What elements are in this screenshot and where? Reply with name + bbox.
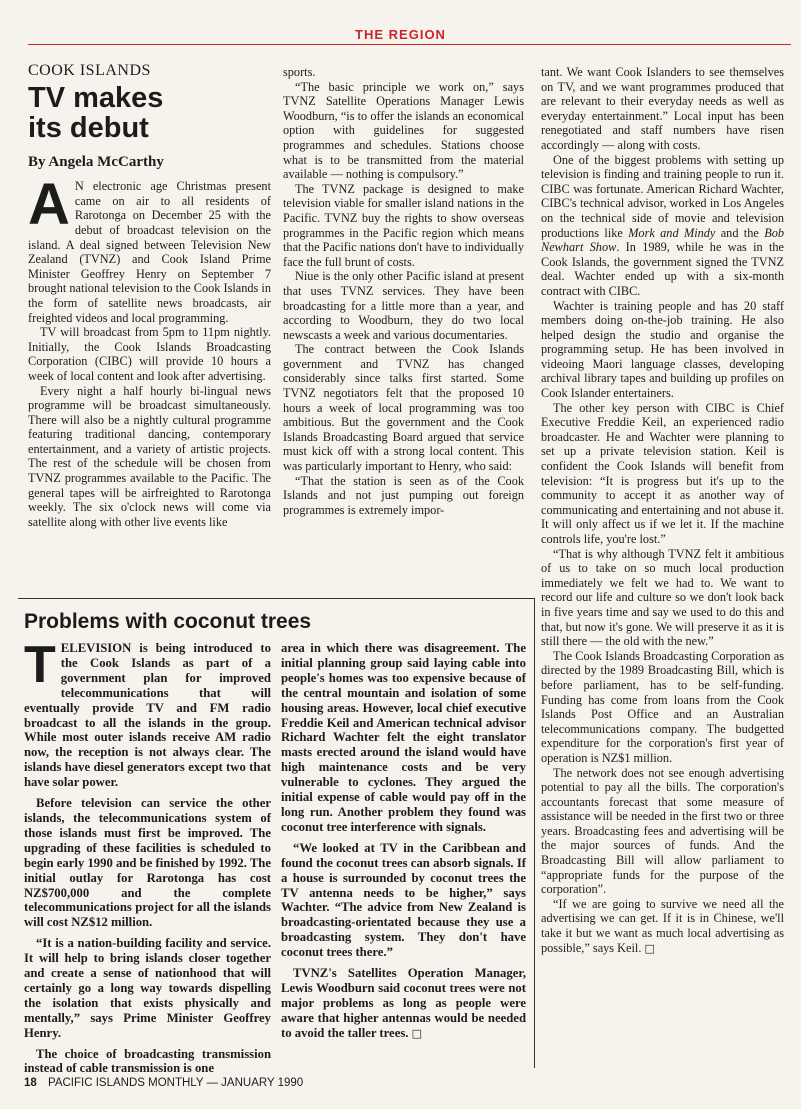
sidebar-paragraph: “It is a nation-building facility and service. It will help to bring islands closer together and create a sense of nationhood that will certainly go a long way towards dispelling the isolation that exists physically and mentally,” says Prime Minister Geoffrey Henry. [24, 936, 271, 1040]
page-footer [24, 1077, 303, 1089]
sidebar-paragraph: area in which there was disagreement. The initial planning group said laying cable into people's homes was too expensive because of the central mountain and isolation of some housing areas. However, local chief executive Freddie Keil and American technical advisor Richard Wachter felt the eight translator masts erected around the island would have high maintenance costs and be very vulnerable to cyclones. They argued the initial expense of cable would pay off in the long run. Another problem they found was coconut tree interference with signals. [281, 641, 526, 834]
sidebar-paragraph: TELEVISION is being introduced to the Cook Islands as part of a government plan for improved telecommunications that will eventually provide TV and FM radio broadcast to all the islands in the group. While most outer islands receive AM radio now, the reception is not always clear. The islands have diesel generators except two that have solar power. [24, 636, 271, 790]
sidebar-paragraph: Before television can service the other islands, the telecommunications system of those islands must first be improved. The upgrading of these facilities is scheduled to begin early 1990 and be finished by 1992. The initial outlay for Rarotonga has cost NZ$700,000 and the complete telecommunications project for all the islands will cost NZ$12 million. [24, 796, 271, 930]
article-paragraph: One of the biggest problems with setting up television is finding and training people to run it. CIBC was fortunate. American Richard Wachter, CIBC's technical advisor, worked in Los Angeles on the technical side of movie and television productions like Mork and Mindy and the Bob Newhart Show. In 1989, while he was in the Cook Islands, the government signed the TVNZ deal. Wachter ended up with a six-month contract with CIBC. [541, 152, 784, 298]
article-paragraph: The other key person with CIBC is Chief Executive Freddie Keil, an experienced radio broadcaster. He and Wachter were planning to set up a private television station. Keil is confident the Cook Islands will benefit from television: “It is progress but it's up to the community to accept it as another way of communicating and entertaining and not abuse it. It will only affect us if we let it. If the machine controls life, you're lost.” [541, 400, 784, 546]
show-title: Bob Newhart Show [541, 225, 784, 255]
section-label: THE REGION [355, 27, 446, 42]
article-paragraph: Wachter is training people and has 20 staff members doing on-the-job training. He also helped design the studio and organise the programming setup. He has been involved in videoing Maori language classes, developing archival library tapes and building up profiles on Cook Islander entertainers. [541, 298, 784, 401]
article-paragraph: “The basic principle we work on,” says TVNZ Satellite Operations Manager Lewis Woodburn, “is to offer the islands an economical option with guidelines for suggested programmes and schedules. Stations choose what is to be transmitted from the material available — nothing is compulsory.” [283, 79, 524, 182]
article-paragraph: A N electronic age Christmas present came on air to all residents of Rarotonga on December 25 with the debut of broadcast television on the island. A deal signed between Television New Zealand (TVNZ) and Cook Island Prime Minister Geoffrey Henry on September 7 brought national television to the Cook Islands in the form of satellite news broadcasts, air freighted videos and local programming. [28, 172, 271, 325]
article-column-1 [28, 64, 271, 529]
kicker: COOK ISLANDS [28, 62, 151, 79]
sidebar-drop-cap: T [24, 636, 56, 694]
sidebar-top-rule [18, 598, 535, 599]
section-header [0, 26, 801, 46]
article-paragraph: “That the station is seen as of the Cook Islands and not just pumping out foreign programmes is extremely impor- [283, 473, 524, 517]
article-paragraph: The Cook Islands Broadcasting Corporation as directed by the 1989 Broadcasting Bill, which is before parliament, has to be self-funding. Funding has come from loans from the Cook Islands Post Office and an Australian telecommunications company. The budgetted expenditure for the corporation's first year of operation is NZ$1 million. [541, 648, 784, 765]
publication-name: PACIFIC ISLANDS MONTHLY — JANUARY 1990 [48, 1077, 304, 1089]
headline-line-2: its debut [28, 111, 149, 144]
sidebar-column-2 [281, 641, 526, 1048]
article-paragraph: The network does not see enough advertising potential to pay all the bills. The corporation's accountants forecast that some measure of assistance will be needed in the first two or three years. Broadcasting fees and advertising will be the major sources of funds. And the Broadcasting Bill will allow parliament to “appropriate funds for the purpose of the corporation”. [541, 765, 784, 897]
article-paragraph: tant. We want Cook Islanders to see themselves on TV, and we want programmes produced that are relevant to their everyday needs as well as everyday entertainment.” Local input has been renegotiated and staff numbers have risen accordingly — along with costs. [541, 65, 784, 152]
end-mark-icon: □ [644, 941, 655, 955]
article-paragraph: Every night a half hourly bi-lingual news programme will be broadcast simultaneously. There will also be a nightly cultural programme featuring traditional dancing, contemporary entertainment, and a variety of artistic projects. The rest of the schedule will be chosen from TVNZ programmes available to the Pacific. The general tapes will be airfreighted to Rarotonga weekly. The six o'clock news will come via satellite along with other live events like [28, 383, 271, 529]
article-paragraph: “If we are going to survive we need all the advertising we can get. If it is in Chinese, we'll take it but we want as much local advertising as possible,” says Keil. □ [541, 896, 784, 955]
article-paragraph: TV will broadcast from 5pm to 11pm nightly. Initially, the Cook Islands Broadcasting Corporation (CIBC) will provide 10 hours a week of local content and look after advertising. [28, 325, 271, 383]
article-paragraph: Niue is the only other Pacific island at present that uses TVNZ services. They have been broadcasting for a little more than a year, and according to Woodburn, they do two local newscasts a week and various documentaries. [283, 269, 524, 342]
sidebar-paragraph: TVNZ's Satellites Operation Manager, Lewis Woodburn said coconut trees were not major problems as long as people were aware that higher antennas would be needed to avoid the taller trees. □ [281, 966, 526, 1040]
article-paragraph: “That is why although TVNZ felt it ambitious of us to take on so much local production immediately we felt we had to. We want to record our life and culture so we don't look back in five years time and say we used to do this and that, but now it's gone. We will preserve it as it is still there — the old with the new.” [541, 546, 784, 649]
show-title: Mork and Mindy [628, 225, 716, 240]
sidebar-paragraph: The choice of broadcasting transmission instead of cable transmission is one [24, 1046, 271, 1076]
sidebar-side-rule [534, 598, 535, 1068]
header-rule [28, 44, 791, 45]
article-paragraph: sports. [283, 65, 316, 79]
byline: By Angela McCarthy [28, 153, 164, 170]
article-paragraph: The contract between the Cook Islands government and TVNZ has changed considerably since talks first started. Some TVNZ negotiators felt that the proposed 10 hours a week of local programming was too ambitious. But the government and the Cook Islands Broadcasting Board argued that service must kick off with a strong local content. This was particularly important to Henry, who said: [283, 342, 524, 474]
headline [28, 83, 271, 143]
article-column-2 [283, 65, 524, 517]
page-number: 18 [24, 1077, 37, 1089]
article-column-3 [541, 65, 784, 956]
sidebar-column-1 [24, 636, 271, 1082]
headline-line-1: TV makes [28, 81, 164, 114]
sidebar-paragraph: “We looked at TV in the Caribbean and found the coconut trees can absorb signals. If a house is surrounded by coconut trees the TV antenna needs to be higher,” says Wachter. “The advice from New Zealand is broadcasting-orientated because they use a broadcasting system. They don't have coconut trees there.” [281, 840, 526, 960]
sidebar-title: Problems with coconut trees [24, 610, 312, 633]
article-paragraph: The TVNZ package is designed to make television viable for smaller island nations in the Pacific. TVNZ buy the rights to show overseas programmes in the Pacific region which means that the Pacific nations don't have to individually face the full brunt of costs. [283, 181, 524, 269]
end-mark-icon: □ [411, 1026, 423, 1040]
drop-cap: A [28, 172, 70, 238]
